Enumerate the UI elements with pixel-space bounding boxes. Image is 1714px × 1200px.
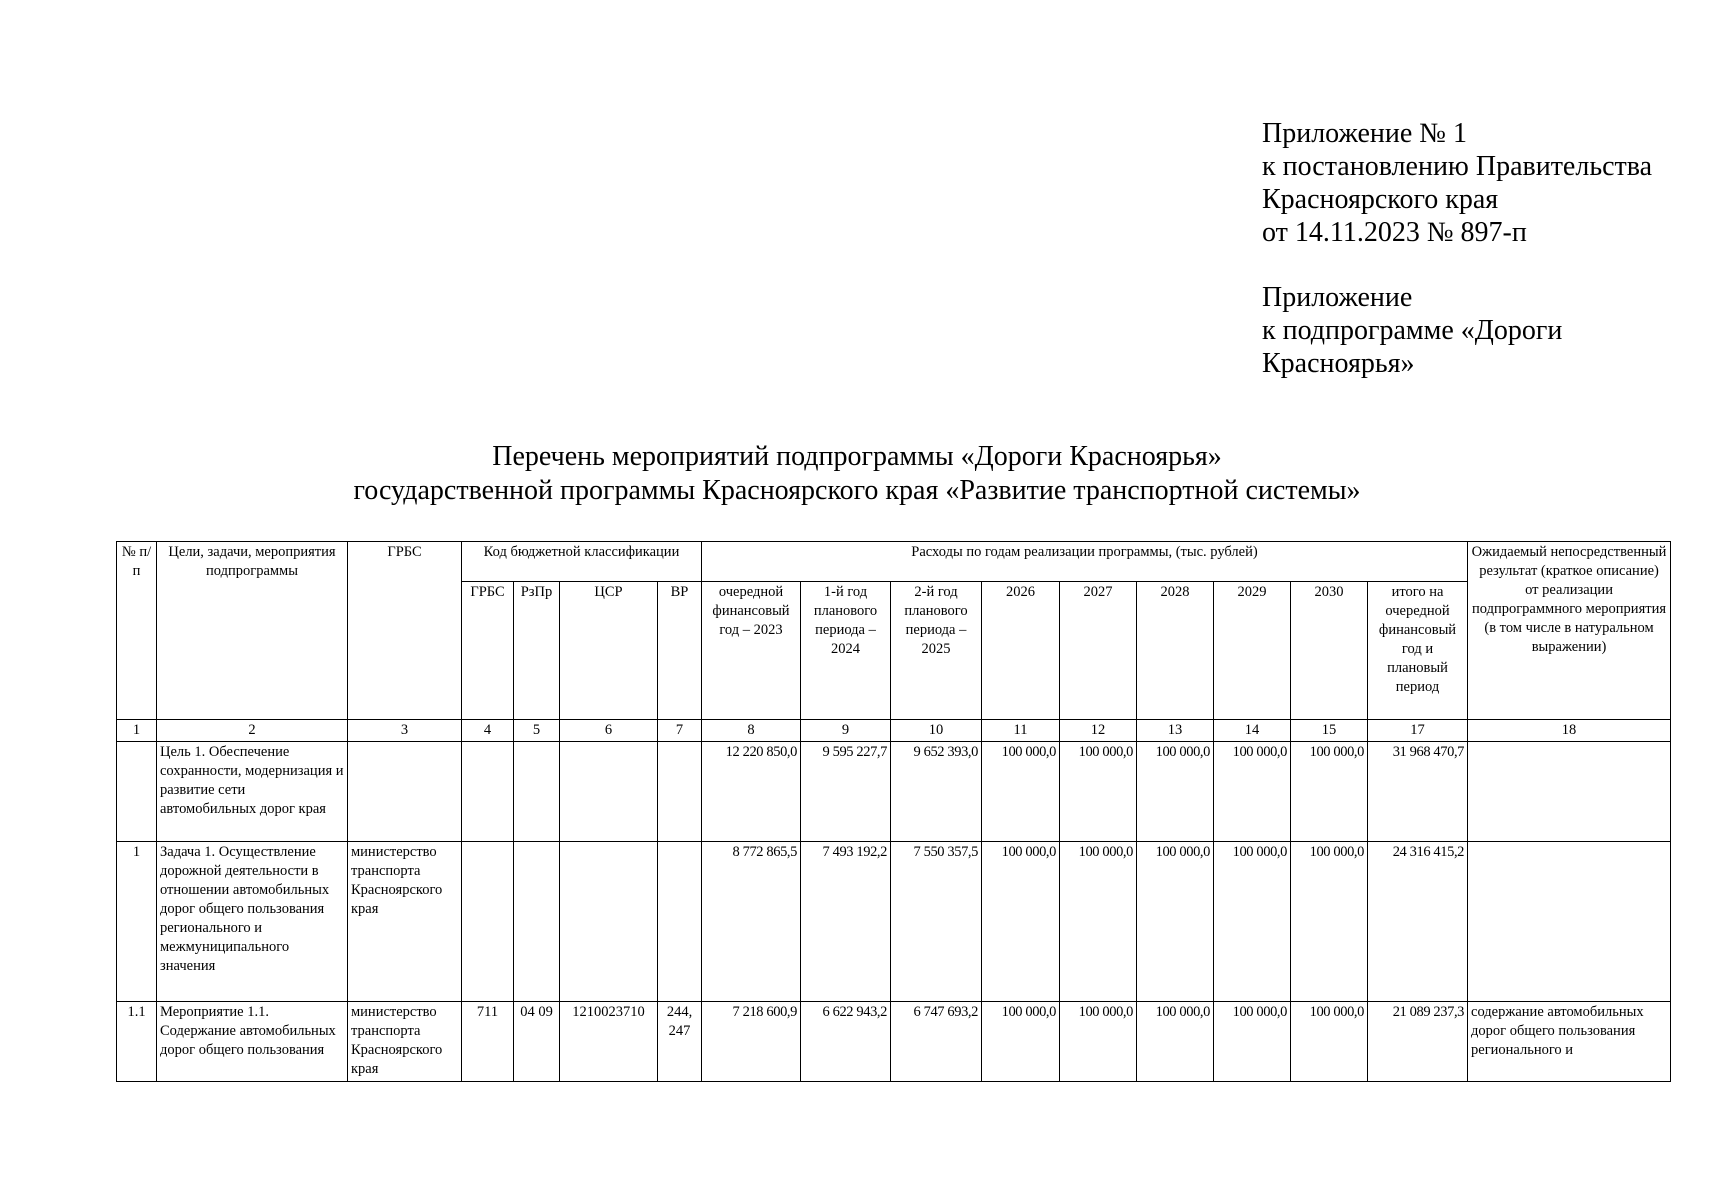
table-row-measure-1-1 [117, 1002, 1671, 1082]
column-number: 13 [1137, 720, 1214, 742]
row-y2026: 100 000,0 [982, 1002, 1060, 1082]
row-result [1468, 842, 1671, 1002]
column-number: 9 [801, 720, 891, 742]
column-number: 5 [514, 720, 560, 742]
row-num [117, 742, 157, 842]
column-number: 17 [1368, 720, 1468, 742]
row-name: Мероприятие 1.1. Содержание автомобильных дорог общего пользования [157, 1002, 348, 1082]
header-year-2029: 2029 [1214, 582, 1291, 720]
row-code-grbs [462, 842, 514, 1002]
row-y2029: 100 000,0 [1214, 742, 1291, 842]
header-year-2027: 2027 [1060, 582, 1137, 720]
column-number: 7 [658, 720, 702, 742]
row-vr [658, 742, 702, 842]
row-y2023: 8 772 865,5 [702, 842, 801, 1002]
header-result: Ожидаемый непосредственный результат (краткое описание) от реализации подпрограммного мероприятия (в том числе в натуральном выражении) [1468, 542, 1671, 720]
column-number: 8 [702, 720, 801, 742]
appendix-2-header [1262, 281, 1562, 380]
row-y2024: 7 493 192,2 [801, 842, 891, 1002]
row-name: Цель 1. Обеспечение сохранности, модернизация и развитие сети автомобильных дорог края [157, 742, 348, 842]
column-number: 2 [157, 720, 348, 742]
row-y2026: 100 000,0 [982, 842, 1060, 1002]
row-y2030: 100 000,0 [1291, 842, 1368, 1002]
row-y2024: 9 595 227,7 [801, 742, 891, 842]
row-csr [560, 742, 658, 842]
column-number: 4 [462, 720, 514, 742]
row-rzpr [514, 842, 560, 1002]
header-year-2030: 2030 [1291, 582, 1368, 720]
row-code-grbs: 711 [462, 1002, 514, 1082]
column-number: 10 [891, 720, 982, 742]
column-number: 15 [1291, 720, 1368, 742]
row-y2028: 100 000,0 [1137, 1002, 1214, 1082]
appendix-1-line3: Красноярского края [1262, 184, 1499, 215]
document-title [0, 440, 1714, 508]
column-number: 3 [348, 720, 462, 742]
row-y2025: 6 747 693,2 [891, 1002, 982, 1082]
row-num: 1 [117, 842, 157, 1002]
row-y2027: 100 000,0 [1060, 1002, 1137, 1082]
header-code-grbs: ГРБС [462, 582, 514, 720]
header-year-2028: 2028 [1137, 582, 1214, 720]
header-budget-code: Код бюджетной классификации [462, 542, 702, 582]
row-y2027: 100 000,0 [1060, 742, 1137, 842]
row-total: 24 316 415,2 [1368, 842, 1468, 1002]
row-grbs: министерство транспорта Красноярского края [348, 842, 462, 1002]
row-csr: 1210023710 [560, 1002, 658, 1082]
row-csr [560, 842, 658, 1002]
column-number: 12 [1060, 720, 1137, 742]
row-vr: 244, 247 [658, 1002, 702, 1082]
header-grbs: ГРБС [348, 542, 462, 720]
table-row-task-1 [117, 842, 1671, 1002]
row-grbs: министерство транспорта Красноярского края [348, 1002, 462, 1082]
row-code-grbs [462, 742, 514, 842]
row-y2028: 100 000,0 [1137, 742, 1214, 842]
appendix-1-line2: к постановлению Правительства [1262, 151, 1653, 182]
header-code-csr: ЦСР [560, 582, 658, 720]
row-y2026: 100 000,0 [982, 742, 1060, 842]
column-number: 1 [117, 720, 157, 742]
row-y2029: 100 000,0 [1214, 842, 1291, 1002]
row-y2029: 100 000,0 [1214, 1002, 1291, 1082]
row-y2024: 6 622 943,2 [801, 1002, 891, 1082]
header-code-rzpr: РзПр [514, 582, 560, 720]
row-y2023: 12 220 850,0 [702, 742, 801, 842]
header-num: № п/п [117, 542, 157, 720]
row-result [1468, 742, 1671, 842]
header-expenses: Расходы по годам реализации программы, (тыс. рублей) [702, 542, 1468, 582]
column-number: 18 [1468, 720, 1671, 742]
header-total: итого на очередной финансовый год и плановый период [1368, 582, 1468, 720]
row-y2030: 100 000,0 [1291, 742, 1368, 842]
appendix-1-line4: от 14.11.2023 № 897-п [1262, 217, 1527, 248]
row-total: 31 968 470,7 [1368, 742, 1468, 842]
document-title-line2: государственной программы Красноярского края «Развитие транспортной системы» [353, 475, 1361, 506]
row-y2025: 7 550 357,5 [891, 842, 982, 1002]
header-year-2024: 1-й год планового периода – 2024 [801, 582, 891, 720]
row-name: Задача 1. Осуществление дорожной деятельности в отношении автомобильных дорог общего пользования регионального и межмуниципального значения [157, 842, 348, 1002]
row-rzpr [514, 742, 560, 842]
header-goals: Цели, задачи, мероприятия подпрограммы [157, 542, 348, 720]
column-number: 14 [1214, 720, 1291, 742]
row-y2025: 9 652 393,0 [891, 742, 982, 842]
row-total: 21 089 237,3 [1368, 1002, 1468, 1082]
column-number-row [117, 720, 1671, 742]
row-vr [658, 842, 702, 1002]
table-row-goal-1 [117, 742, 1671, 842]
row-num: 1.1 [117, 1002, 157, 1082]
row-rzpr: 04 09 [514, 1002, 560, 1082]
appendix-2-line3: Красноярья» [1262, 348, 1415, 379]
header-code-vr: ВР [658, 582, 702, 720]
appendix-1-header [1262, 117, 1652, 249]
document-title-line1: Перечень мероприятий подпрограммы «Дороги Красноярья» [492, 441, 1222, 472]
header-year-2023: очередной финансовый год – 2023 [702, 582, 801, 720]
row-y2027: 100 000,0 [1060, 842, 1137, 1002]
row-y2028: 100 000,0 [1137, 842, 1214, 1002]
column-number: 6 [560, 720, 658, 742]
column-number: 11 [982, 720, 1060, 742]
row-grbs [348, 742, 462, 842]
appendix-2-line2: к подпрограмме «Дороги [1262, 315, 1563, 346]
appendix-1-line1: Приложение № 1 [1262, 118, 1467, 149]
header-year-2026: 2026 [982, 582, 1060, 720]
appendix-2-line1: Приложение [1262, 282, 1413, 313]
measures-table [116, 541, 1671, 1082]
row-result: содержание автомобильных дорог общего пользования регионального и [1468, 1002, 1671, 1082]
row-y2030: 100 000,0 [1291, 1002, 1368, 1082]
row-y2023: 7 218 600,9 [702, 1002, 801, 1082]
header-year-2025: 2-й год планового периода – 2025 [891, 582, 982, 720]
